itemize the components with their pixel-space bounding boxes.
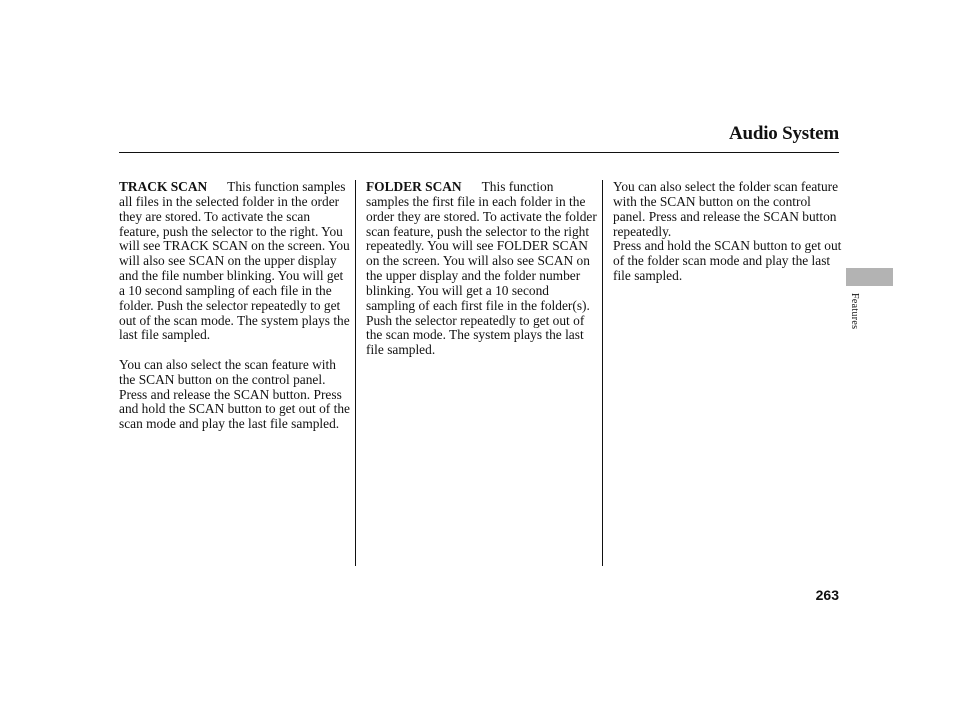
track-scan-body: This function samples all files in the selected folder in the order they are stored. To activate the scan feature, push the selector to the right. You will see TRACK SCAN on the screen. You will also see SCAN on the upper display and the file number blinking. You will get a 10 second sampling of each file in the folder. Push the selector repeatedly to get out of the scan mode. The system plays the last file sampled. xyxy=(119,179,350,343)
features-tab xyxy=(846,268,893,286)
column-track-scan xyxy=(119,180,351,432)
folder-scan-paragraph xyxy=(366,180,598,358)
section-title: Audio System xyxy=(728,123,839,144)
column-folder-scan-button xyxy=(613,180,843,284)
column-divider xyxy=(355,180,356,566)
header-rule xyxy=(119,152,839,153)
page-number: 263 xyxy=(815,587,839,603)
track-scan-paragraph xyxy=(119,180,351,343)
folder-scan-button-paragraph: You can also select the folder scan feature with the SCAN button on the control panel. Press and release the SCAN button repeatedly. xyxy=(613,179,839,239)
folder-scan-body: This function samples the first file in each folder in the order they are stored. To activate the folder scan feature, push the selector to the right repeatedly. You will see FOLDER SCAN on the screen. You will also see SCAN on the upper display and the folder number blinking. You will get a 10 second sampling of each first file in the folder(s). Push the selector repeatedly to get out of the scan mode. The system plays the last file sampled. xyxy=(366,179,597,358)
column-folder-scan xyxy=(366,180,598,358)
folder-scan-heading: FOLDER SCAN xyxy=(366,179,462,194)
scan-button-paragraph: You can also select the scan feature with the SCAN button on the control panel. xyxy=(119,356,336,387)
folder-scan-exit-paragraph: Press and hold the SCAN button to get out of the folder scan mode and play the last file sampled. xyxy=(613,238,842,284)
column-divider xyxy=(602,180,603,566)
scan-button-release-paragraph: Press and release the SCAN button. Press and hold the SCAN button to get out of the scan mode and play the last file sampled. xyxy=(119,386,350,432)
track-scan-heading: TRACK SCAN xyxy=(119,179,208,194)
features-side-label: Features xyxy=(849,293,860,330)
